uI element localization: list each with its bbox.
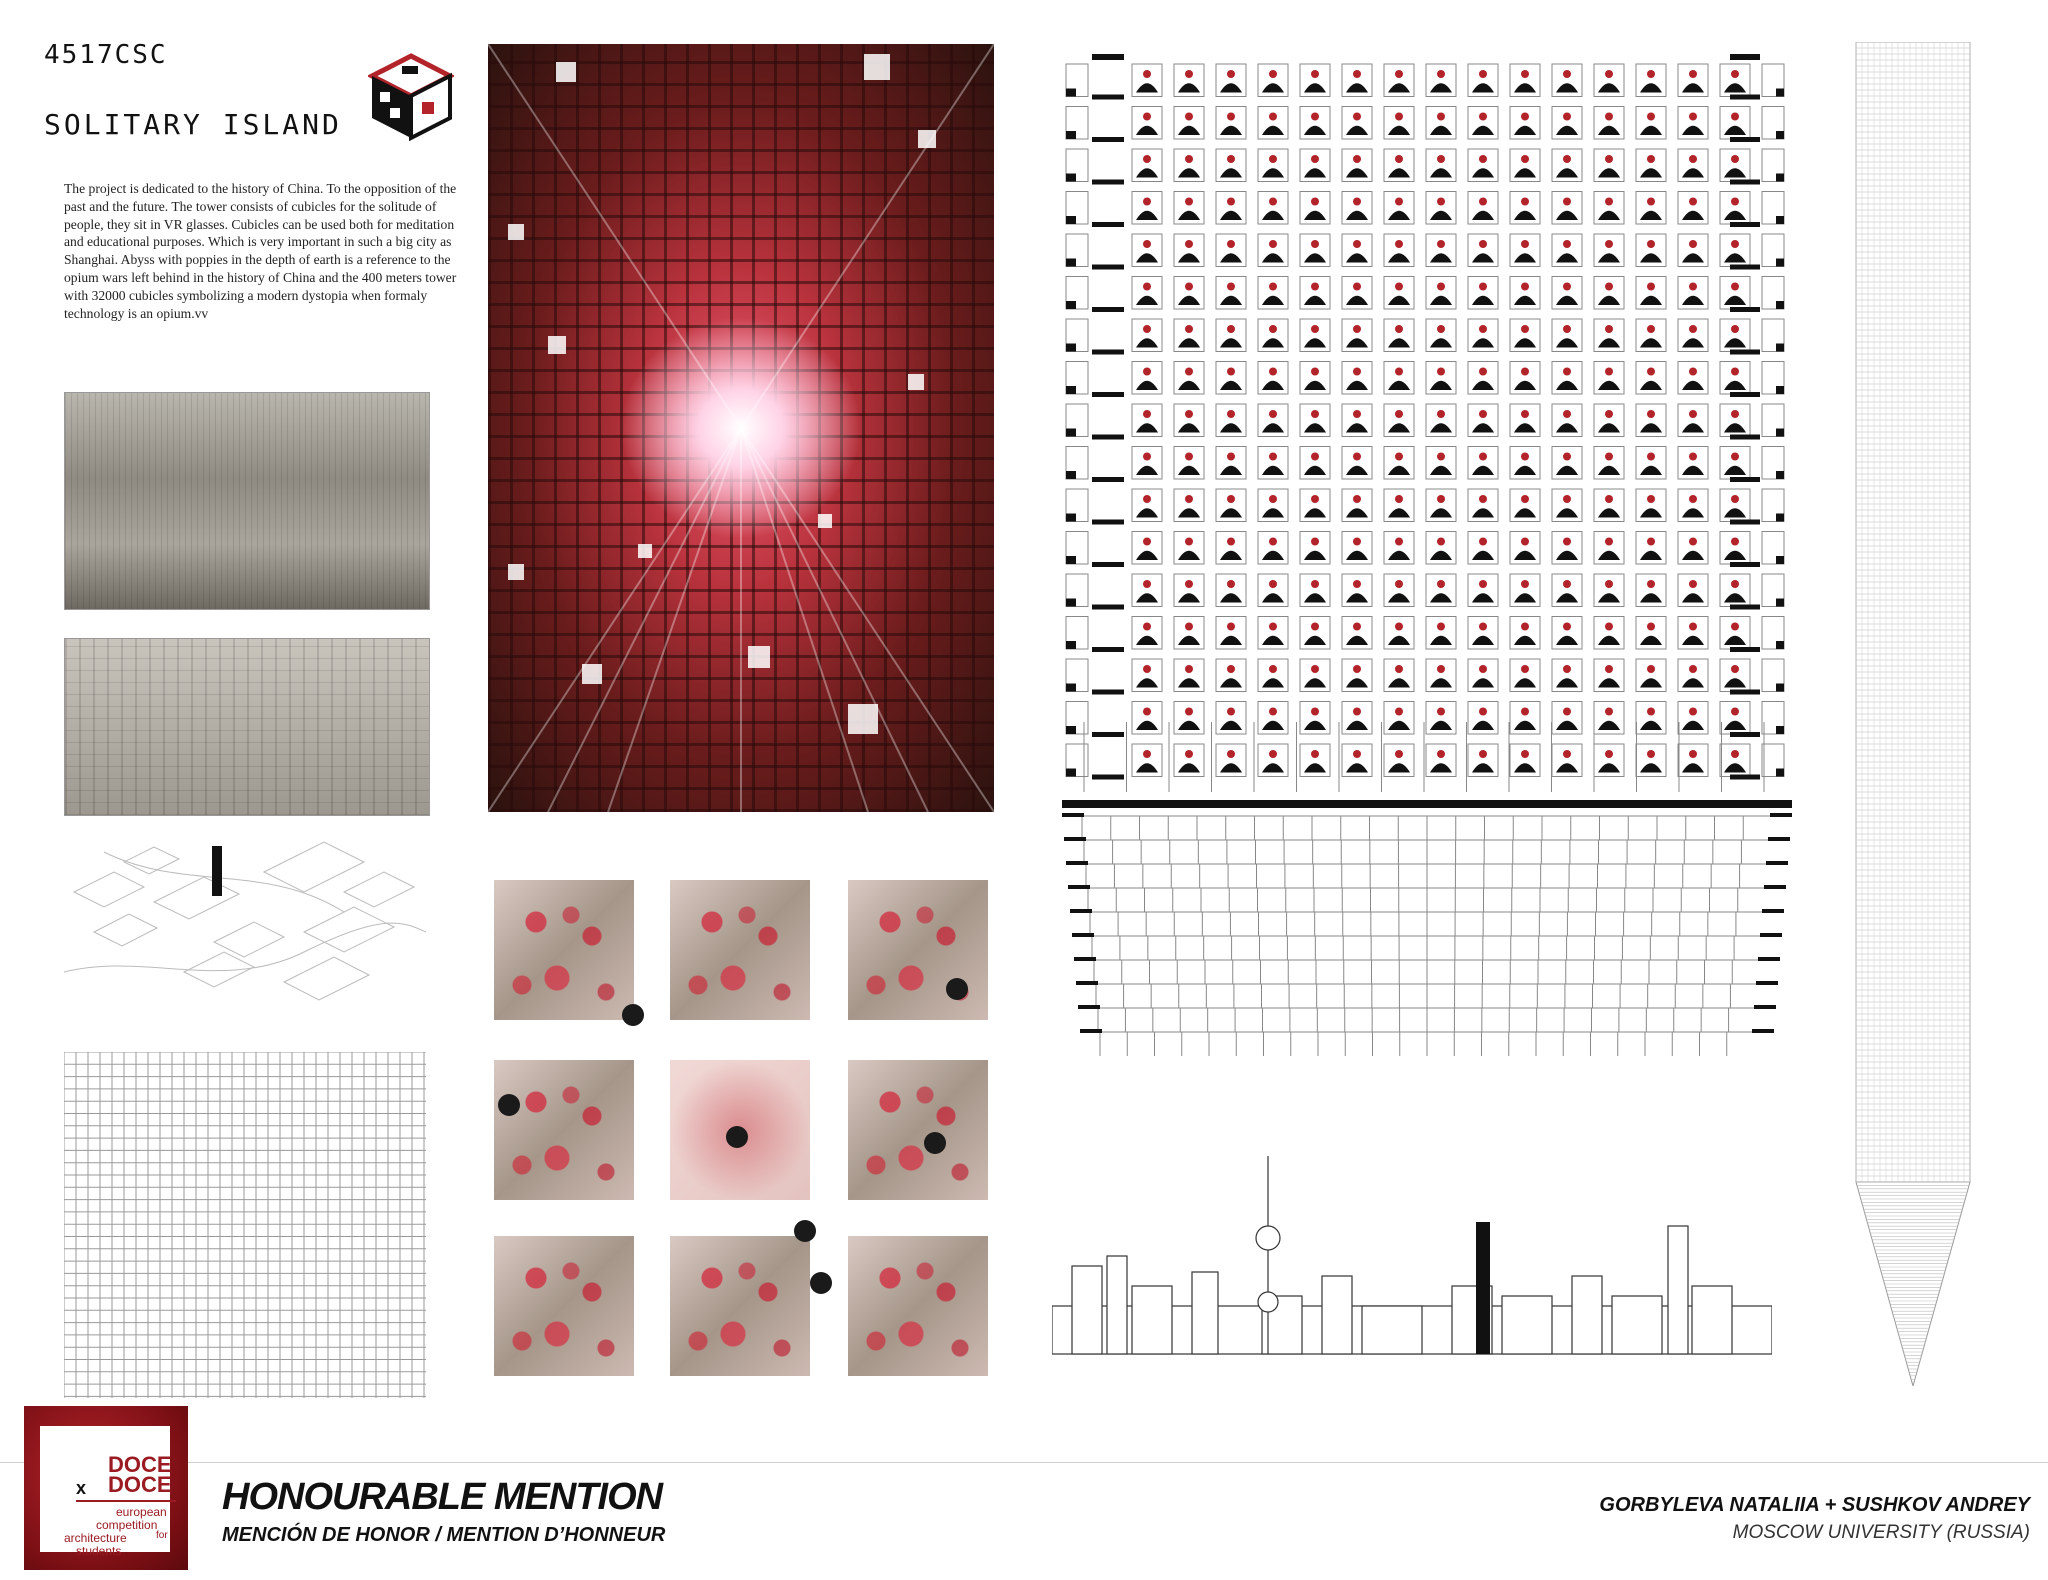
figure-icon	[810, 1272, 832, 1294]
logo-text: for	[156, 1530, 168, 1541]
logo-text: architecture	[64, 1531, 127, 1545]
poppy-tile	[848, 880, 988, 1020]
poppy-tile	[848, 1060, 988, 1200]
figure-icon	[924, 1132, 946, 1154]
figure-icon	[622, 1004, 644, 1026]
logo-doce-bottom: DOCE	[108, 1472, 172, 1497]
figure-icon	[946, 978, 968, 1000]
logo-panel	[40, 1426, 172, 1558]
logo-x: x	[76, 1478, 87, 1498]
tower-grid-plan	[64, 1052, 426, 1398]
figure-icon	[726, 1126, 748, 1148]
cube-logo-icon	[368, 52, 454, 142]
logo-rule	[76, 1500, 176, 1502]
project-title: SOLITARY ISLAND	[44, 108, 342, 141]
skyline-silhouette	[1052, 1156, 1772, 1366]
poppy-tile	[494, 880, 634, 1020]
authors: GORBYLEVA NATALIIA + SUSHKOV ANDREY	[1599, 1494, 2030, 1516]
abyss-render	[488, 44, 994, 812]
poppy-tile	[670, 880, 810, 1020]
award-subtitle: MENCIÓN DE HONOR / MENTION D’HONNEUR	[222, 1524, 666, 1546]
footer-divider	[0, 1462, 2048, 1463]
logo-text: competition	[96, 1518, 158, 1532]
poppy-tile	[494, 1060, 634, 1200]
university: MOSCOW UNIVERSITY (RUSSIA)	[1732, 1522, 2030, 1543]
tower-elevation	[1854, 42, 1972, 1386]
award-title: HONOURABLE MENTION	[222, 1476, 663, 1518]
poppy-tile	[670, 1236, 810, 1376]
figure-icon	[794, 1220, 816, 1242]
competition-logo	[24, 1406, 188, 1570]
engraving-cubicles	[64, 638, 430, 816]
site-plan-drawing	[64, 832, 426, 1010]
figure-icon	[498, 1094, 520, 1116]
poppy-tile	[848, 1236, 988, 1376]
logo-doce-top: DOCE	[108, 1452, 172, 1477]
project-description: The project is dedicated to the history of China. To the opposition of the past and the future. The tower consists of cubicles for the solitude of people, they sit in VR glasses. Cubicles can be used both for meditation and educational purposes. Which is very important in such a big city as Shanghai. Abyss with poppies in the depth of earth is a reference to the opium wars left behind in the history of China and the 400 meters tower with 32000 cubicles symbolizing a modern dystopia when formaly technology is an opium.vv	[64, 181, 457, 321]
poppy-tile	[494, 1236, 634, 1376]
poppy-grid	[494, 880, 994, 1380]
engraving-opium-den	[64, 392, 430, 610]
logo-text: european	[116, 1505, 167, 1519]
project-code: 4517CSC	[44, 40, 168, 70]
cubicle-elevation	[1062, 52, 1792, 1132]
logo-text: students	[76, 1544, 122, 1558]
